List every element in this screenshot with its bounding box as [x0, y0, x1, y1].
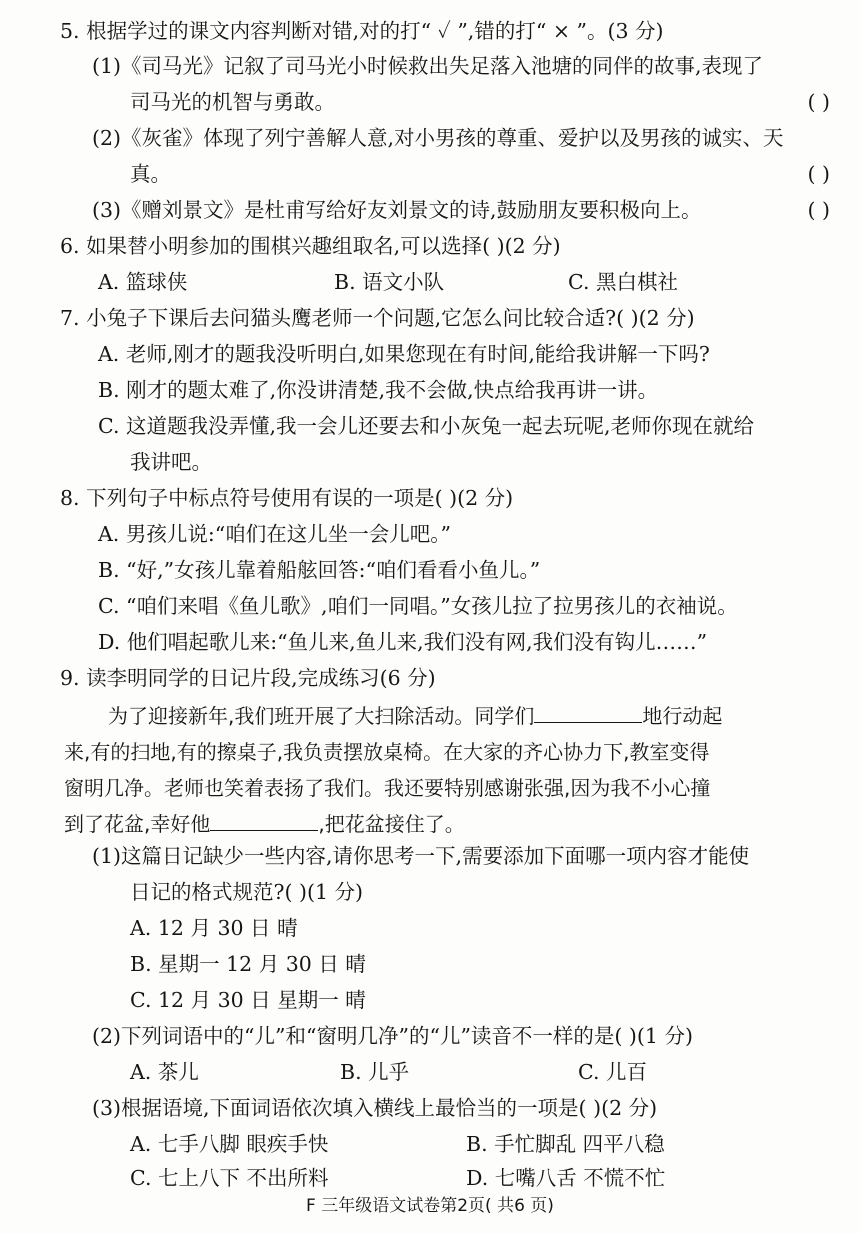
- q8-option-a: A. 男孩儿说:“咱们在这儿坐一会儿吧。”: [98, 522, 451, 546]
- q7-option-b: B. 刚才的题太难了,你没讲清楚,我不会做,快点给我再讲一讲。: [98, 378, 659, 402]
- q9-sub2-option-c: C. 儿百: [578, 1060, 647, 1084]
- q9-sub3-option-c: C. 七上八下 不出所料: [130, 1166, 329, 1190]
- q5-item2-line1: (2)《灰雀》体现了列宁善解人意,对小男孩的尊重、爱护以及男孩的诚实、天: [92, 126, 784, 150]
- q9-sub3-option-b: B. 手忙脚乱 四平八稳: [466, 1132, 665, 1156]
- q9-sub3-option-a: A. 七手八脚 眼疾手快: [130, 1132, 329, 1156]
- q9-sub1-option-b: B. 星期一 12 月 30 日 晴: [130, 952, 366, 976]
- q7-option-c-line2: 我讲吧。: [130, 450, 212, 474]
- q9-sub3-stem: (3)根据语境,下面词语依次填入横线上最恰当的一项是( )(2 分): [92, 1096, 658, 1120]
- q9-sub1-option-a: A. 12 月 30 日 晴: [130, 916, 298, 940]
- fill-blank-1[interactable]: [534, 700, 642, 723]
- q8-option-b: B. “好,”女孩儿靠着船舷回答:“咱们看看小鱼儿。”: [98, 558, 541, 582]
- q9-sub1-line2: 日记的格式规范?( )(1 分): [130, 880, 364, 904]
- passage-line-1: 为了迎接新年,我们班开展了大扫除活动。同学们 地行动起: [64, 698, 842, 734]
- q8-option-d: D. 他们唱起歌儿来:“鱼儿来,鱼儿来,我们没有网,我们没有钩儿……”: [98, 630, 708, 654]
- q9-diary-passage: [64, 698, 842, 842]
- q6-option-a: A. 篮球侠: [98, 270, 188, 294]
- q5-item1-line2: 司马光的机智与勇敢。: [130, 90, 335, 114]
- q5-stem: 5. 根据学过的课文内容判断对错,对的打“ ✓ ”,错的打“ × ”。(3 分): [60, 19, 664, 43]
- q5-item2-line2: 真。: [130, 162, 171, 186]
- q7-option-a: A. 老师,刚才的题我没听明白,如果您现在有时间,能给我讲解一下吗?: [98, 342, 710, 366]
- q5-item1-line1: (1)《司马光》记叙了司马光小时候救出失足落入池塘的同伴的故事,表现了: [92, 54, 764, 78]
- q8-stem: 8. 下列句子中标点符号使用有误的一项是( )(2 分): [60, 486, 514, 510]
- q7-option-c-line1: C. 这道题我没弄懂,我一会儿还要去和小灰兔一起去玩呢,老师你现在就给: [98, 414, 755, 438]
- q9-sub2-stem: (2)下列词语中的“儿”和“窗明几净”的“儿”读音不一样的是( )(1 分): [92, 1024, 693, 1048]
- passage-line-4: 到了花盆,幸好他 ,把花盆接住了。: [64, 806, 842, 842]
- q5-item3-answer-paren: ( ): [807, 198, 830, 222]
- page-footer: F 三年级语文试卷第2页( 共6 页): [306, 1196, 554, 1216]
- q9-sub1-line1: (1)这篇日记缺少一些内容,请你思考一下,需要添加下面哪一项内容才能使: [92, 844, 750, 868]
- q9-sub2-option-a: A. 茶儿: [130, 1060, 199, 1084]
- q9-stem: 9. 读李明同学的日记片段,完成练习(6 分): [60, 666, 436, 690]
- fill-blank-2[interactable]: [210, 808, 318, 831]
- q8-option-c: C. “咱们来唱《鱼儿歌》,咱们一同唱。”女孩儿拉了拉男孩儿的衣袖说。: [98, 594, 738, 618]
- q6-option-c: C. 黑白棋社: [568, 270, 678, 294]
- q6-stem: 6. 如果替小明参加的围棋兴趣组取名,可以选择( )(2 分): [60, 234, 561, 258]
- q6-option-b: B. 语文小队: [334, 270, 445, 294]
- q5-item3-line1: (3)《赠刘景文》是杜甫写给好友刘景文的诗,鼓励朋友要积极向上。: [92, 198, 702, 222]
- q9-sub2-option-b: B. 儿乎: [340, 1060, 410, 1084]
- q5-item1-answer-paren: ( ): [807, 90, 830, 114]
- passage-line-2: 来,有的扫地,有的擦桌子,我负责摆放桌椅。在大家的齐心协力下,教室变得: [64, 740, 710, 764]
- q9-sub1-option-c: C. 12 月 30 日 星期一 晴: [130, 988, 366, 1012]
- q9-sub3-option-d: D. 七嘴八舌 不慌不忙: [466, 1166, 666, 1190]
- passage-line-3: 窗明几净。老师也笑着表扬了我们。我还要特别感谢张强,因为我不小心撞: [64, 776, 711, 800]
- q7-stem: 7. 小兔子下课后去问猫头鹰老师一个问题,它怎么问比较合适?( )(2 分): [60, 306, 695, 330]
- q5-item2-answer-paren: ( ): [807, 162, 830, 186]
